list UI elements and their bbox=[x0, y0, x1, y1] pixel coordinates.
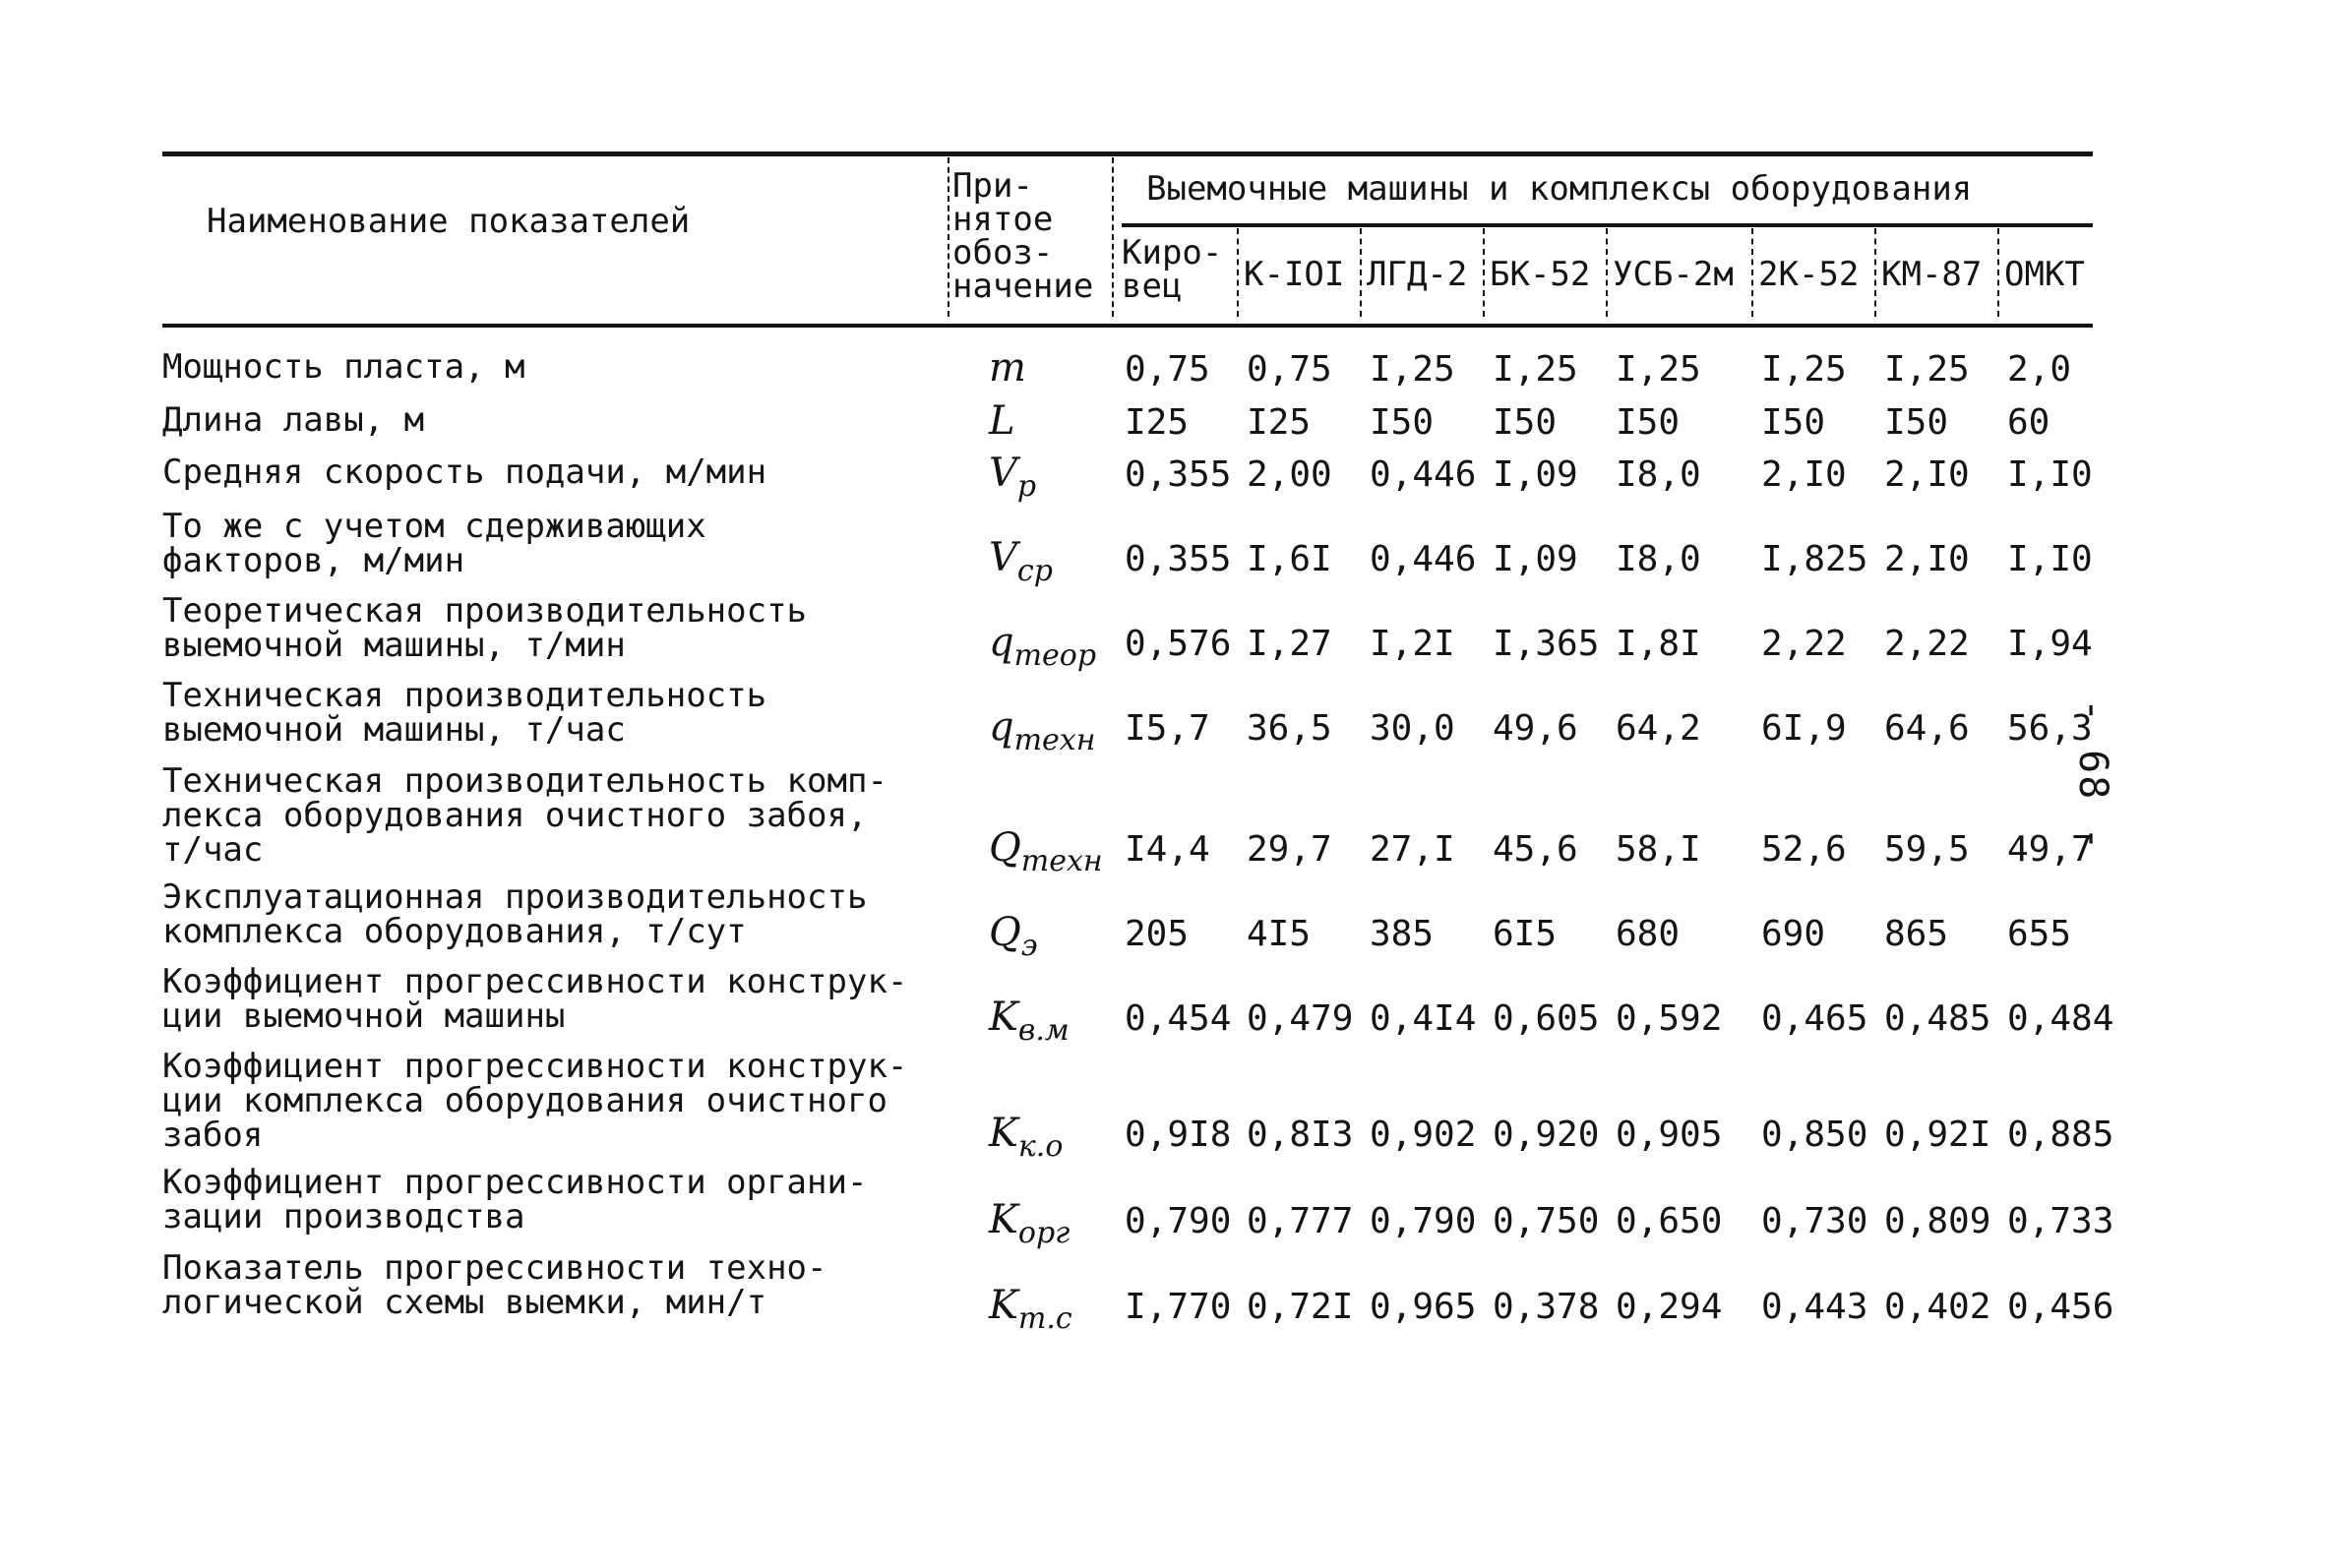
table-cell: I50 bbox=[1370, 402, 1435, 443]
table-cell: 865 bbox=[1884, 914, 1949, 954]
table-row-label: Коэффициент прогрессивности органи- зации производства bbox=[162, 1163, 868, 1236]
table-row-symbol: $q_{теор}$ bbox=[989, 620, 1097, 673]
table-cell: I,2I bbox=[1370, 624, 1455, 664]
table-cell: I25 bbox=[1125, 402, 1190, 443]
table-cell: 2,I0 bbox=[1884, 539, 1970, 579]
table-group-rule bbox=[1122, 223, 2093, 227]
table-cell: 0,402 bbox=[1884, 1287, 1991, 1327]
column-divider bbox=[1360, 228, 1362, 317]
table-cell: 0,905 bbox=[1616, 1115, 1723, 1155]
table-cell: I,09 bbox=[1493, 539, 1578, 579]
header-symbol-column: При- нятое обоз- начение bbox=[952, 166, 1094, 306]
table-cell: 0,9I8 bbox=[1125, 1115, 1232, 1155]
table-cell: 0,294 bbox=[1616, 1287, 1723, 1327]
table-top-rule bbox=[162, 151, 2093, 156]
table-cell: 64,2 bbox=[1616, 708, 1701, 749]
table-cell: 0,902 bbox=[1370, 1115, 1477, 1155]
table-row-symbol: $V_р$ bbox=[989, 451, 1037, 504]
column-divider bbox=[1606, 228, 1608, 317]
table-cell: 205 bbox=[1125, 914, 1190, 954]
table-cell: 0,965 bbox=[1370, 1287, 1477, 1327]
table-cell: 6I5 bbox=[1493, 914, 1558, 954]
table-cell: 0,378 bbox=[1493, 1287, 1600, 1327]
table-cell: I8,0 bbox=[1616, 454, 1701, 495]
table-cell: 56,3 bbox=[2007, 708, 2093, 749]
table-row-symbol: $K_{орг}$ bbox=[989, 1197, 1071, 1250]
table-cell: I,I0 bbox=[2007, 539, 2093, 579]
table-cell: 0,484 bbox=[2007, 998, 2114, 1039]
table-cell: I8,0 bbox=[1616, 539, 1701, 579]
column-divider bbox=[1483, 228, 1485, 317]
page-number: - 68 - bbox=[2070, 698, 2115, 853]
column-divider bbox=[1237, 228, 1239, 317]
table-row-label: Коэффициент прогрессивности конструк- ции выемочной машины bbox=[162, 962, 908, 1036]
table-row-symbol: $K_{в.м}$ bbox=[989, 995, 1070, 1048]
table-cell: I,25 bbox=[1884, 349, 1970, 390]
table-cell: I,770 bbox=[1125, 1287, 1232, 1327]
table-cell: 0,885 bbox=[2007, 1115, 2114, 1155]
table-cell: 2,I0 bbox=[1884, 454, 1970, 495]
machine-column-header: ЛГД-2 bbox=[1367, 255, 1468, 294]
table-cell: I,25 bbox=[1370, 349, 1455, 390]
table-cell: 655 bbox=[2007, 914, 2072, 954]
table-cell: 0,479 bbox=[1247, 998, 1354, 1039]
column-divider bbox=[1874, 228, 1876, 317]
table-cell: 0,790 bbox=[1125, 1201, 1232, 1241]
table-row-symbol: L bbox=[989, 398, 1015, 444]
table-cell: 2,00 bbox=[1247, 454, 1332, 495]
table-row-symbol: $Q_{техн}$ bbox=[989, 825, 1103, 878]
table-cell: 52,6 bbox=[1761, 829, 1847, 870]
table-cell: 0,75 bbox=[1247, 349, 1332, 390]
table-cell: I,25 bbox=[1493, 349, 1578, 390]
table-cell: 0,650 bbox=[1616, 1201, 1723, 1241]
table-cell: 0,72I bbox=[1247, 1287, 1354, 1327]
table-cell: 0,454 bbox=[1125, 998, 1232, 1039]
table-cell: 0,605 bbox=[1493, 998, 1600, 1039]
table-cell: 0,75 bbox=[1125, 349, 1210, 390]
table-cell: I,27 bbox=[1247, 624, 1332, 664]
column-divider bbox=[948, 157, 949, 317]
table-cell: 0,733 bbox=[2007, 1201, 2114, 1241]
table-cell: 690 bbox=[1761, 914, 1826, 954]
table-cell: 58,I bbox=[1616, 829, 1701, 870]
table-row-symbol: $K_{к.о}$ bbox=[989, 1111, 1064, 1164]
machine-column-header: Киро- вец bbox=[1122, 233, 1223, 306]
table-cell: 29,7 bbox=[1247, 829, 1332, 870]
table-cell: I,94 bbox=[2007, 624, 2093, 664]
table-cell: 0,446 bbox=[1370, 454, 1477, 495]
table-cell: 30,0 bbox=[1370, 708, 1455, 749]
column-divider bbox=[1112, 157, 1114, 317]
table-cell: I,365 bbox=[1493, 624, 1600, 664]
table-row-label: Теоретическая производительность выемочной машины, т/мин bbox=[162, 591, 808, 665]
table-cell: 2,22 bbox=[1761, 624, 1847, 664]
table-row-label: Длина лавы, м bbox=[162, 400, 425, 440]
table-row-symbol: $K_{т.с}$ bbox=[989, 1283, 1072, 1336]
table-cell: 6I,9 bbox=[1761, 708, 1847, 749]
table-cell: 36,5 bbox=[1247, 708, 1332, 749]
table-row-label: Средняя скорость подачи, м/мин bbox=[162, 452, 767, 492]
table-cell: 0,485 bbox=[1884, 998, 1991, 1039]
table-row-label: Техническая производительность комп- лекса оборудования очистного забоя, т/час bbox=[162, 761, 887, 870]
table-cell: I,8I bbox=[1616, 624, 1701, 664]
table-cell: 0,4I4 bbox=[1370, 998, 1477, 1039]
table-row-symbol: m bbox=[989, 345, 1026, 391]
table-cell: 385 bbox=[1370, 914, 1435, 954]
column-divider bbox=[1751, 228, 1753, 317]
table-cell: I4,4 bbox=[1125, 829, 1210, 870]
table-cell: I,825 bbox=[1761, 539, 1868, 579]
table-cell: 0,355 bbox=[1125, 454, 1232, 495]
table-cell: I,6I bbox=[1247, 539, 1332, 579]
machine-column-header: К-IOI bbox=[1244, 255, 1345, 294]
table-row-label: Эксплуатационная производительность комплекса оборудования, т/сут bbox=[162, 877, 868, 951]
table-cell: 4I5 bbox=[1247, 914, 1312, 954]
table-cell: I,25 bbox=[1761, 349, 1847, 390]
table-cell: I50 bbox=[1493, 402, 1558, 443]
machine-column-header: КМ-87 bbox=[1881, 255, 1983, 294]
table-cell: 0,443 bbox=[1761, 1287, 1868, 1327]
table-cell: I50 bbox=[1761, 402, 1826, 443]
table-cell: I,25 bbox=[1616, 349, 1701, 390]
table-cell: 0,850 bbox=[1761, 1115, 1868, 1155]
table-row-symbol: $V_{ср}$ bbox=[989, 535, 1053, 588]
machine-column-header: 2К-52 bbox=[1758, 255, 1860, 294]
table-cell: 2,22 bbox=[1884, 624, 1970, 664]
header-name-column: Наименование показателей bbox=[207, 202, 691, 241]
table-cell: 0,920 bbox=[1493, 1115, 1600, 1155]
table-row-label: Техническая производительность выемочной машины, т/час bbox=[162, 676, 767, 750]
table-cell: I50 bbox=[1616, 402, 1681, 443]
table-cell: I5,7 bbox=[1125, 708, 1210, 749]
table-cell: 49,6 bbox=[1493, 708, 1578, 749]
table-row-symbol: $q_{техн}$ bbox=[989, 704, 1096, 757]
table-cell: 2,I0 bbox=[1761, 454, 1847, 495]
table-cell: 0,750 bbox=[1493, 1201, 1600, 1241]
table-cell: 0,730 bbox=[1761, 1201, 1868, 1241]
table-cell: 0,456 bbox=[2007, 1287, 2114, 1327]
table-cell: 0,777 bbox=[1247, 1201, 1354, 1241]
table-header-rule bbox=[162, 324, 2093, 328]
table-cell: 0,790 bbox=[1370, 1201, 1477, 1241]
machine-column-header: УСБ-2м bbox=[1613, 255, 1734, 294]
table-cell: 0,592 bbox=[1616, 998, 1723, 1039]
table-row-label: Показатель прогрессивности техно- логической схемы выемки, мин/т bbox=[162, 1248, 827, 1322]
machine-column-header: БК-52 bbox=[1490, 255, 1591, 294]
table-cell: 0,92I bbox=[1884, 1115, 1991, 1155]
table-cell: 0,355 bbox=[1125, 539, 1232, 579]
table-cell: I,09 bbox=[1493, 454, 1578, 495]
table-row-symbol: $Q_э$ bbox=[989, 910, 1038, 963]
table-cell: I50 bbox=[1884, 402, 1949, 443]
table-row-label: Коэффициент прогрессивности конструк- ции комплекса оборудования очистного забоя bbox=[162, 1047, 908, 1155]
table-cell: 27,I bbox=[1370, 829, 1455, 870]
table-row-label: Мощность пласта, м bbox=[162, 347, 525, 387]
table-cell: 49,7 bbox=[2007, 829, 2093, 870]
table-cell: 45,6 bbox=[1493, 829, 1578, 870]
table-cell: 0,446 bbox=[1370, 539, 1477, 579]
column-divider bbox=[1997, 228, 1999, 317]
table-cell: 680 bbox=[1616, 914, 1681, 954]
table-row-label: То же с учетом сдерживающих факторов, м/мин bbox=[162, 507, 706, 580]
table-cell: 0,576 bbox=[1125, 624, 1232, 664]
table-cell: 60 bbox=[2007, 402, 2050, 443]
machine-column-header: ОМКТ bbox=[2004, 255, 2085, 294]
table-cell: 0,8I3 bbox=[1247, 1115, 1354, 1155]
table-cell: 2,0 bbox=[2007, 349, 2072, 390]
table-cell: I,I0 bbox=[2007, 454, 2093, 495]
table-cell: 0,465 bbox=[1761, 998, 1868, 1039]
table-cell: I25 bbox=[1247, 402, 1312, 443]
table-cell: 64,6 bbox=[1884, 708, 1970, 749]
table-cell: 0,809 bbox=[1884, 1201, 1991, 1241]
table-cell: 59,5 bbox=[1884, 829, 1970, 870]
header-group-title: Выемочные машины и комплексы оборудования bbox=[1146, 169, 1973, 209]
